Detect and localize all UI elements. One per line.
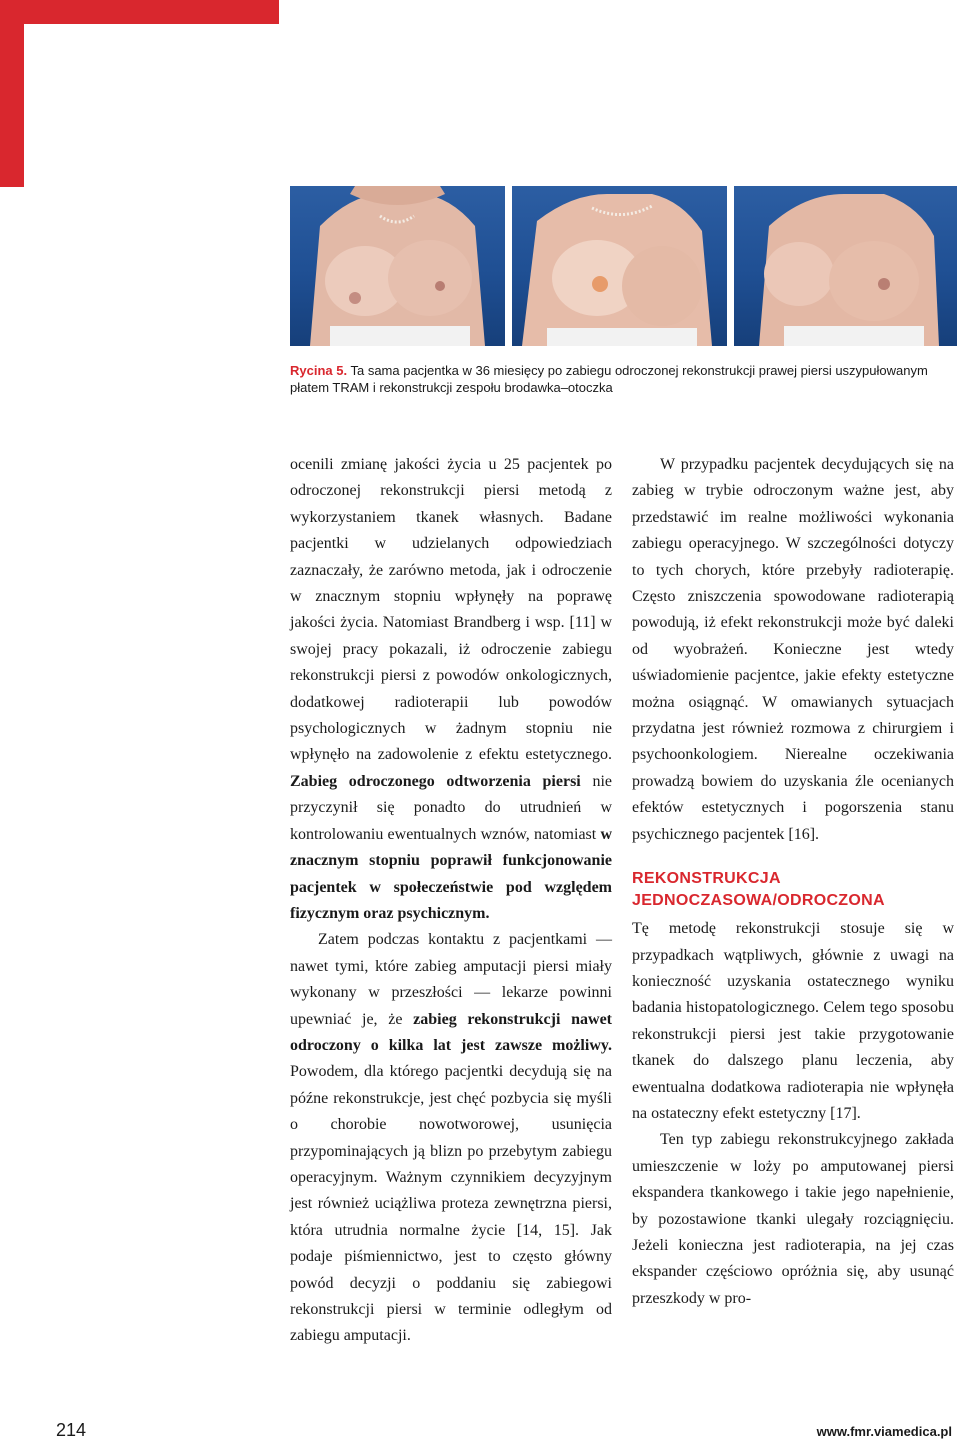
text-span: Powodem, dla którego pacjentki decydują się na późne rekonstrukcje, jest chęć pozbycia się myśli o chorobie nowotworowej, usunięcia przypominających ją blizn po przebytym zabiegu operacyjnym. Ważnym czynnikiem decyzyjnym jest również uciążliwa proteza zewnętrzna piersi, która utrudnia normalne życie [14, 15]. Jak podaje piśmiennictwo, jest to często główny powód decyzji o poddaniu się zabiegowi rekonstrukcji piersi w terminie odległym od zabiegu amputacji. — [290, 1063, 612, 1345]
bold-span: w znacznym stopniu poprawił funkcjonowanie pacjentek w społeczeństwie pod względem fizycznym oraz psychicznym. — [290, 825, 612, 922]
left-paragraph-2 — [290, 927, 612, 1350]
right-paragraph-1: W przypadku pacjentek decydujących się na zabieg w trybie odroczonym ważne jest, aby przedstawić im realne możliwości wykonania zabiegu operacyjnego. W szczególności dotyczy to tych chorych, które przebyły radioterapię. Często zniszczenia spowodowane radioterapią powodują, iż efekt rekonstrukcji może być daleki od wyobrażeń. Konieczne jest wtedy uświadomienie pacjentce, jakie efekty estetyczne można osiągnąć. W omawianych sytuacjach przydatna jest również rozmowa z chirurgiem i psychoonkologiem. Nierealne oczekiwania prowadzą bowiem do uzyskania źle ocenianych efektów estetycznych i pogorszenia stanu psychicznego pacjentek [16]. — [632, 456, 954, 843]
figure-caption — [290, 362, 957, 396]
section-heading — [632, 868, 954, 912]
left-paragraph-1 — [290, 452, 612, 927]
figure-photos — [290, 186, 957, 346]
section-sidebar — [0, 0, 279, 187]
front-view-photo — [290, 186, 505, 346]
section-heading-line-1: REKONSTRUKCJA — [632, 870, 781, 888]
section-heading-line-2: JEDNOCZASOWA/ODROCZONA — [632, 892, 885, 910]
figure-caption-text: Ta sama pacjentka w 36 miesięcy po zabiegu odroczonej rekonstrukcji prawej piersi uszypułowanym płatem TRAM i rekonstrukcji zespołu brodawka–otoczka — [290, 363, 928, 395]
bold-span: Zabieg odroczonego odtworzenia piersi — [290, 772, 581, 790]
page-number: 214 — [56, 1420, 87, 1440]
right-column — [632, 452, 954, 1312]
text-span: Zatem podczas kontaktu z pacjentkami — nawet tymi, które zabieg amputacji piersi miały wykonany w przeszłości — lekarze powinni upewniać je, że — [290, 931, 612, 1028]
bold-span: zabieg rekonstrukcji nawet odroczony o kilka lat jest zawsze możliwy. — [290, 1010, 612, 1054]
accent-strip — [0, 0, 24, 187]
oblique-right-view-photo — [512, 186, 727, 346]
right-paragraph-3: Ten typ zabiegu rekonstrukcyjnego zakłada umieszczenie w loży po amputowanej piersi ekspandera tkankowego i takie jego napełnienie, by pozostawione tkanki ulegały rozciągnięciu. Jeżeli konieczna jest radioterapia, na jej czas ekspander częściowo opróżnia się, aby usunąć przeszkody w pro- — [632, 1131, 954, 1307]
text-span: nie przyczynił się ponadto do utrudnień w kontrolowaniu ewentualnych wznów, natomiast — [290, 772, 613, 843]
right-paragraph-2: Tę metodę rekonstrukcji stosuje się w przypadkach wątpliwych, głównie z uwagi na konieczność uzyskania ostatecznego wyniku badania histopatologicznego. Celem tego sposobu rekonstrukcji piersi jest takie przygotowanie tkanek do dalszego planu leczenia, aby ewentualna dodatkowa radioterapia nie wpłynęła na ostateczny efekt estetyczny [17]. — [632, 920, 954, 1122]
left-column — [290, 452, 612, 1350]
website-link[interactable]: www.fmr.viamedica.pl — [816, 1424, 952, 1439]
figure-label: Rycina 5. — [290, 363, 348, 378]
oblique-left-view-photo — [734, 186, 957, 346]
text-span: ocenili zmianę jakości życia u 25 pacjentek po odroczonej rekonstrukcji piersi metodą z wykorzystaniem tkanek własnych. Badane pacjentki w udzielanych odpowiedziach zaznaczały, że zarówno metoda, jak i odroczenie w znacznym stopniu wpłynęły na poprawę jakości życia. Natomiast Brandberg i wsp. [11] w swojej pracy pokazali, iż odroczenie zabiegu rekonstrukcji piersi z powodów onkologicznych, dodatkowej radioterapii lub powodów psychologicznych w żadnym stopniu nie wpłynęło na zadowolenie z efektu estetycznego. — [290, 456, 612, 764]
accent-bar — [0, 0, 279, 24]
